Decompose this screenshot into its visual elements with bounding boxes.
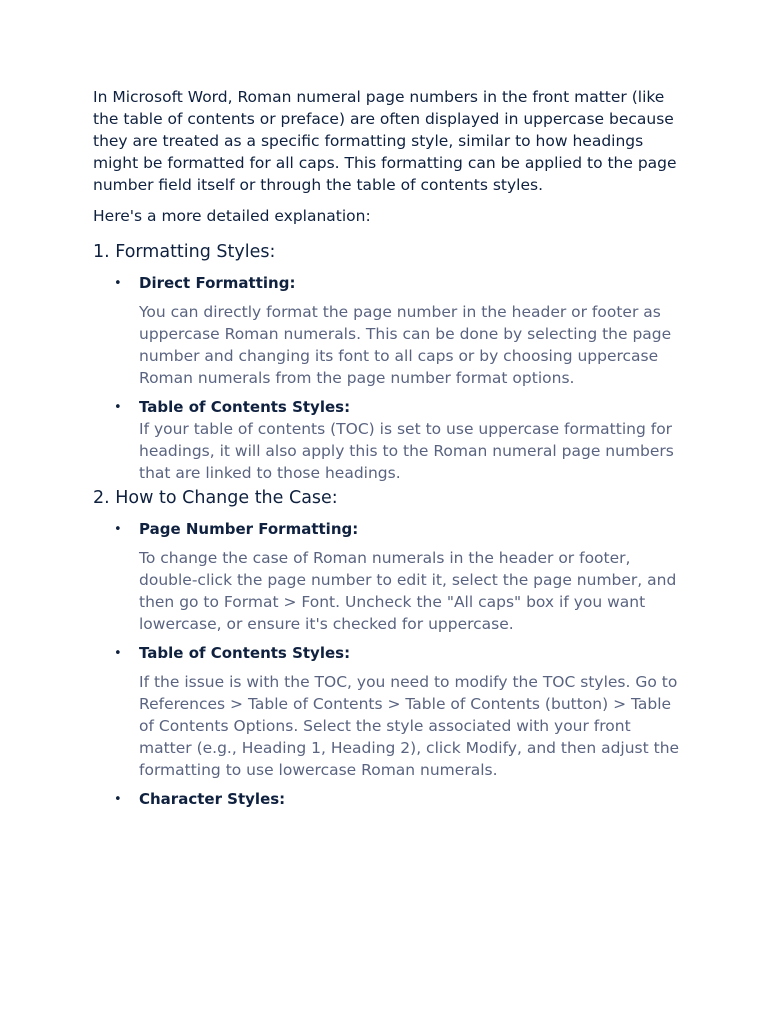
bullet-icon: • — [114, 276, 122, 291]
section-heading-change-case: 2. How to Change the Case: — [93, 488, 338, 508]
list-item-page-number-formatting — [93, 518, 683, 635]
bullet-icon: • — [114, 792, 122, 807]
bullet-icon: • — [114, 646, 122, 661]
list-item-toc-styles-2 — [93, 642, 683, 781]
item-description: If the issue is with the TOC, you need to modify the TOC styles. Go to References > Table of Contents > Table of Contents (button) > Table of Contents Options. Select the style associated with your front matter (e.g., Heading 1, Heading 2), click Modify, and then adjust the formatting to use lowercase Roman numerals. — [139, 673, 680, 779]
section-2-list — [93, 518, 683, 810]
item-title: Direct Formatting: — [139, 274, 296, 292]
item-title: Character Styles: — [139, 790, 286, 808]
section-1-list — [93, 272, 683, 484]
item-title: Table of Contents Styles: — [139, 644, 351, 662]
item-description: You can directly format the page number in the header or footer as uppercase Roman numerals. This can be done by selecting the page number and changing its font to all caps or by choosing uppercase Roman numerals from the page number format options. — [139, 303, 672, 387]
section-heading-formatting-styles: 1. Formatting Styles: — [93, 242, 276, 262]
item-title: Table of Contents Styles: — [139, 398, 351, 416]
item-description: To change the case of Roman numerals in the header or footer, double-click the page number to edit it, select the page number, and then go to Format > Font. Uncheck the "All caps" box if you want lowercase, or ensure it's checked for uppercase. — [139, 549, 677, 633]
item-title: Page Number Formatting: — [139, 520, 359, 538]
lead-paragraph: Here's a more detailed explanation: — [93, 207, 371, 225]
list-item-character-styles — [93, 788, 683, 810]
document-page — [93, 86, 683, 810]
intro-paragraph: In Microsoft Word, Roman numeral page numbers in the front matter (like the table of contents or preface) are often displayed in uppercase because they are treated as a specific formatting style, similar to how headings might be formatted for all caps. This formatting can be applied to the page number field itself or through the table of contents styles. — [93, 88, 677, 194]
list-item-toc-styles — [93, 396, 683, 484]
bullet-icon: • — [114, 522, 122, 537]
bullet-icon: • — [114, 400, 122, 415]
item-description: If your table of contents (TOC) is set to use uppercase formatting for headings, it will also apply this to the Roman numeral page numbers that are linked to those headings. — [139, 420, 674, 482]
list-item-direct-formatting — [93, 272, 683, 389]
